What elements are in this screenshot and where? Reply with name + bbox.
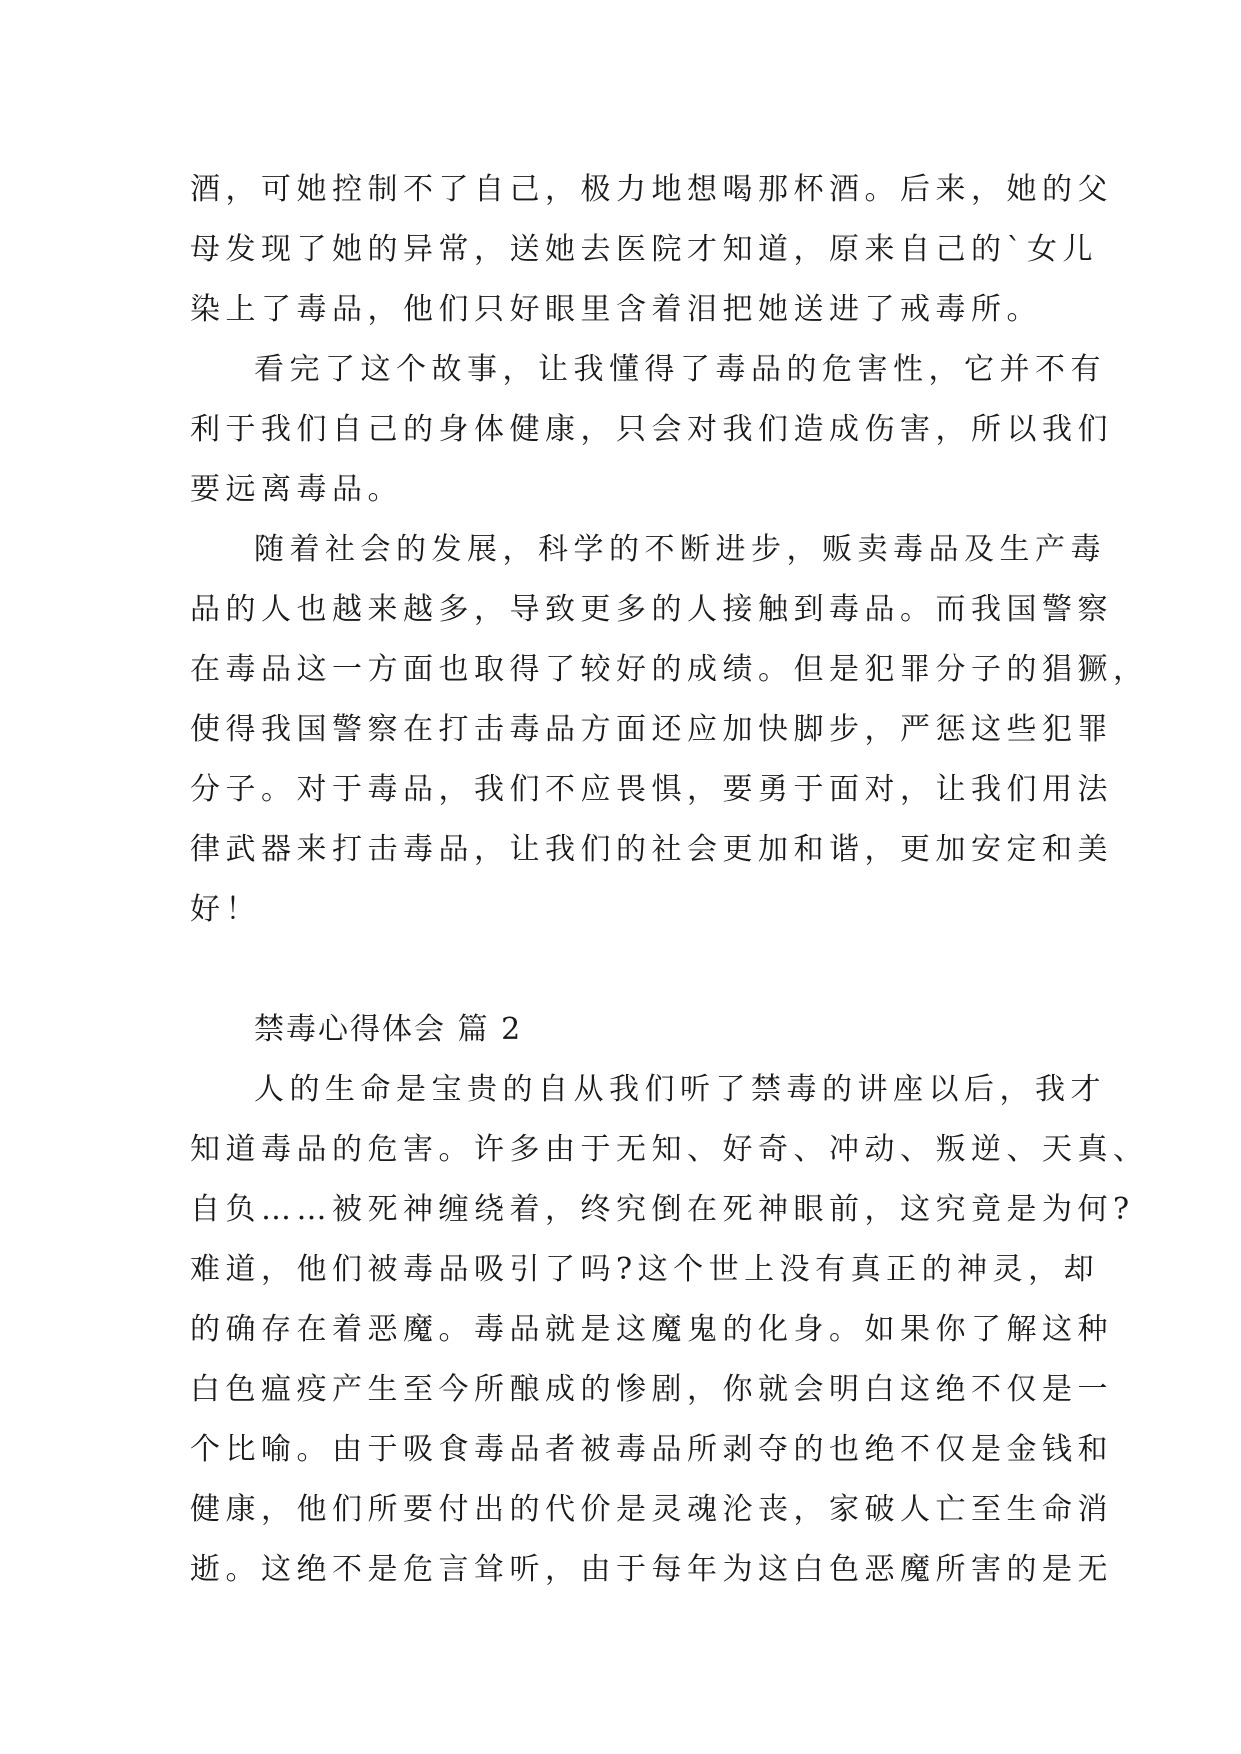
text-line: 看完了这个故事，让我懂得了毒品的危害性，它并不有 [254,352,1106,387]
text-line: 个比喻。由于吸食毒品者被毒品所剥夺的也绝不仅是金钱和 [190,1432,1113,1467]
text-line: 自负……被死神缠绕着，终究倒在死神眼前，这究竟是为何? [190,1192,1135,1227]
text-line: 难道，他们被毒品吸引了吗?这个世上没有真正的神灵，却 [190,1252,1100,1287]
text-line: 品的人也越来越多，导致更多的人接触到毒品。而我国警察 [190,592,1113,627]
text-line: 酒，可她控制不了自己，极力地想喝那杯酒。后来，她的父 [190,172,1113,207]
text-line: 逝。这绝不是危言耸听，由于每年为这白色恶魔所害的是无 [190,1552,1113,1587]
text-line: 要远离毒品。 [190,472,403,507]
text-line: 知道毒品的危害。许多由于无知、好奇、冲动、叛逆、天真、 [190,1132,1149,1167]
blank-line [190,940,1060,1000]
document-body [190,160,1149,1600]
text-line: 随着社会的发展，科学的不断进步，贩卖毒品及生产毒 [254,532,1106,567]
paragraph [190,520,1149,940]
paragraph-continued [190,160,1113,340]
text-line: 利于我们自己的身体健康，只会对我们造成伤害，所以我们 [190,412,1113,447]
text-line: 母发现了她的异常，送她去医院才知道，原来自己的`女儿 [190,232,1098,267]
text-line: 白色瘟疫产生至今所酿成的惨剧，你就会明白这绝不仅是一 [190,1372,1113,1407]
text-line: 染上了毒品，他们只好眼里含着泪把她送进了戒毒所。 [190,292,1042,327]
text-line: 的确存在着恶魔。毒品就是这魔鬼的化身。如果你了解这种 [190,1312,1113,1347]
text-line: 律武器来打击毒品，让我们的社会更加和谐，更加安定和美 [190,832,1113,867]
text-line: 使得我国警察在打击毒品方面还应加快脚步，严惩这些犯罪 [190,712,1113,747]
text-line: 在毒品这一方面也取得了较好的成绩。但是犯罪分子的猖獗， [190,652,1149,687]
text-line: 健康，他们所要付出的代价是灵魂沦丧，家破人亡至生命消 [190,1492,1113,1527]
paragraph [190,340,1113,520]
text-line: 分子。对于毒品，我们不应畏惧，要勇于面对，让我们用法 [190,772,1113,807]
text-line: 好！ [190,892,261,927]
paragraph [190,1060,1149,1600]
section-heading: 禁毒心得体会 篇 2 [254,1012,523,1047]
text-line: 人的生命是宝贵的自从我们听了禁毒的讲座以后，我才 [254,1072,1106,1107]
